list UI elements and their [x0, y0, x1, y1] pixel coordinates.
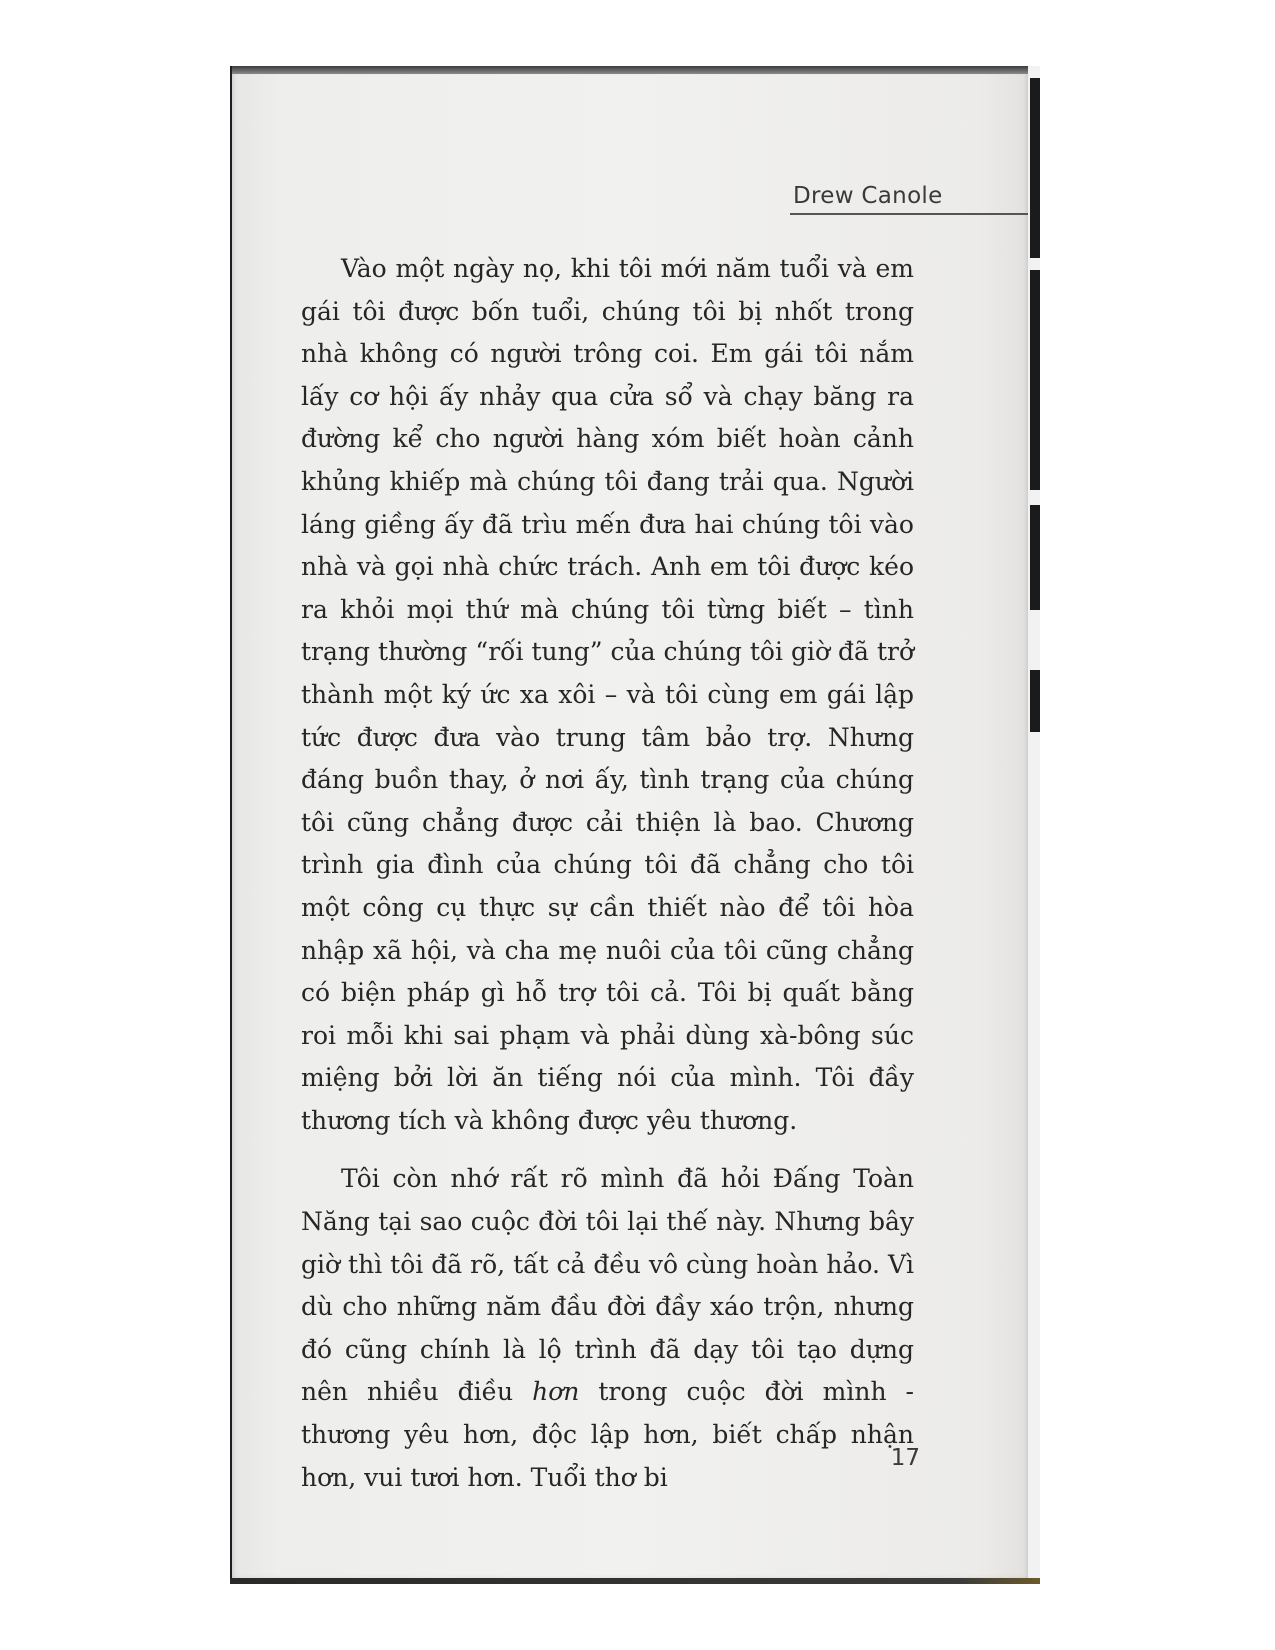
header-rule — [790, 213, 1028, 215]
page-top-edge — [232, 66, 1028, 74]
background-strip — [1030, 670, 1040, 732]
running-header-author: Drew Canole — [793, 183, 943, 209]
paragraph-text: Tôi còn nhớ rất rõ mình đã hỏi Đấng Toàn Năng tại sao cuộc đời tôi lại thế này. Nhưng bây giờ thì tôi đã rõ, tất cả đều vô cùng hoàn hảo. Vì dù cho những năm đầu đời đầy xáo trộn, nhưng đó cũng chính là lộ trình đã dạy tôi tạo dựng nên nhiều điều — [301, 1164, 914, 1407]
paragraph — [301, 1158, 914, 1499]
page-number: 17 — [890, 1445, 920, 1471]
body-text — [301, 248, 914, 1499]
page-bottom-edge — [230, 1578, 1040, 1584]
italic-word: hơn — [532, 1377, 580, 1407]
paragraph: Vào một ngày nọ, khi tôi mới năm tuổi và em gái tôi được bốn tuổi, chúng tôi bị nhốt trong nhà không có người trông coi. Em gái tôi nắm lấy cơ hội ấy nhảy qua cửa sổ và chạy băng ra đường kể cho người hàng xóm biết hoàn cảnh khủng khiếp mà chúng tôi đang trải qua. Người láng giềng ấy đã trìu mến đưa hai chúng tôi vào nhà và gọi nhà chức trách. Anh em tôi được kéo ra khỏi mọi thứ mà chúng tôi từng biết – tình trạng thường “rối tung” của chúng tôi giờ đã trở thành một ký ức xa xôi – và tôi cùng em gái lập tức được đưa vào trung tâm bảo trợ. Nhưng đáng buồn thay, ở nơi ấy, tình trạng của chúng tôi cũng chẳng được cải thiện là bao. Chương trình gia đình của chúng tôi đã chẳng cho tôi một công cụ thực sự cần thiết nào để tôi hòa nhập xã hội, và cha mẹ nuôi của tôi cũng chẳng có biện pháp gì hỗ trợ tôi cả. Tôi bị quất bằng roi mỗi khi sai phạm và phải dùng xà-bông súc miệng bởi lời ăn tiếng nói của mình. Tôi đầy thương tích và không được yêu thương. — [301, 254, 914, 1135]
paragraph-text: trong cuộc đời mình - thương yêu hơn, độc lập hơn, biết chấp nhận hơn, vui tươi hơn. Tuổi thơ bi — [301, 1377, 914, 1492]
background-strip — [1030, 270, 1040, 490]
background-strip — [1030, 78, 1040, 258]
background-strip — [1030, 505, 1040, 610]
